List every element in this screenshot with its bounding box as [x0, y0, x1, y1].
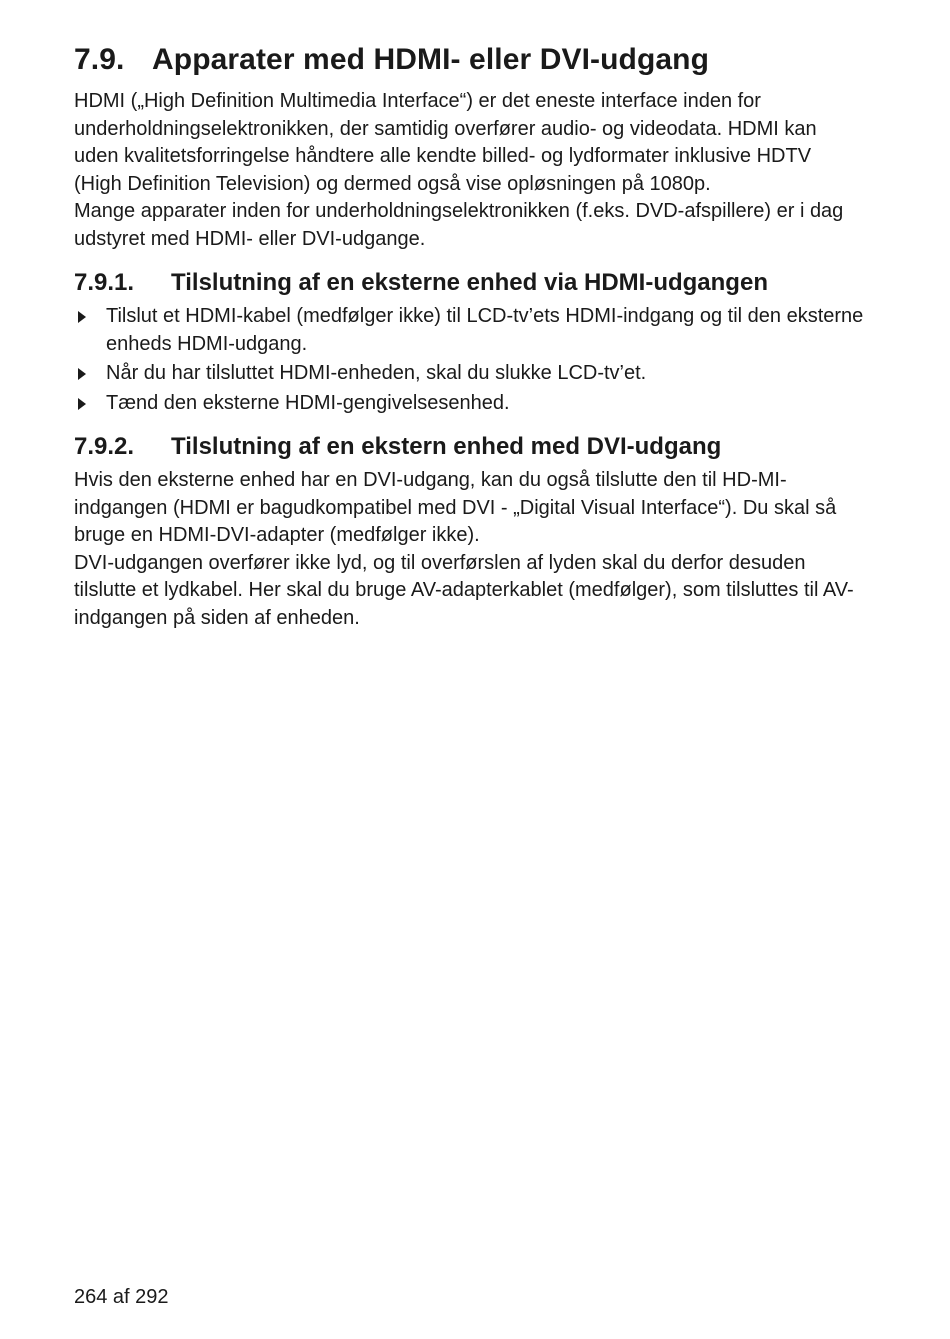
section-number: 7.9.	[74, 43, 125, 76]
subsection-1-number: 7.9.1.	[74, 269, 135, 296]
triangle-bullet-icon	[78, 368, 86, 380]
step-text: Tilslut et HDMI-kabel (medfølger ikke) til LCD-tv’ets HDMI-indgang og til den eksterne enheds HDMI-udgang.	[106, 305, 864, 355]
triangle-bullet-icon	[78, 398, 86, 410]
section-heading	[74, 40, 864, 80]
subsection-2-paragraph-1: Hvis den eksterne enhed har en DVI-udgang, kan du også tilslutte den til HD-MI-indgangen (HDMI er bagudkompatibel med DVI - „Digital Visual Interface“). Du skal så bruge en HDMI-DVI-adapter (medfølger ikke).	[74, 469, 837, 546]
step-text: Når du har tilsluttet HDMI-enheden, skal du slukke LCD-tv’et.	[106, 362, 647, 384]
subsection-1-title: Tilslutning af en eksterne enhed via HDMI-udgangen	[171, 269, 768, 296]
subsection-2-paragraph-2: DVI-udgangen overfører ikke lyd, og til overførslen af lyden skal du derfor desuden tilslutte et lydkabel. Her skal du bruge AV-adapterkablet (medfølger), som tilsluttes til AV-indgangen på siden af enheden.	[74, 551, 854, 629]
section-paragraph-2: Mange apparater inden for underholdningselektronikken (f.eks. DVD-afspillere) er i dag udstyret med HDMI- eller DVI-udgange.	[74, 200, 844, 250]
section-title: Apparater med HDMI- eller DVI-udgang	[152, 43, 710, 76]
step-list	[74, 303, 864, 417]
page-number: 264 af 292	[74, 1286, 169, 1308]
subsection-2-number: 7.9.2.	[74, 433, 135, 460]
triangle-bullet-icon	[78, 311, 86, 323]
subsection-2-heading	[74, 431, 864, 463]
list-item	[74, 390, 864, 418]
document-page	[74, 40, 864, 632]
step-text: Tænd den eksterne HDMI-gengivelsesenhed.	[106, 391, 510, 414]
subsection-1-heading	[74, 267, 864, 299]
list-item	[74, 303, 864, 358]
list-item	[74, 360, 864, 388]
subsection-2-title: Tilslutning af en ekstern enhed med DVI-udgang	[171, 433, 722, 460]
section-paragraph-1: HDMI („High Definition Multimedia Interface“) er det eneste interface inden for underholdningselektronikken, der samtidig overfører audio- og videodata. HDMI kan uden kvalitetsforringelse håndtere alle kendte billed- og lydformater inklusive HDTV (High Definition Television) og dermed også vise opløsningen på 1080p.	[74, 90, 817, 195]
